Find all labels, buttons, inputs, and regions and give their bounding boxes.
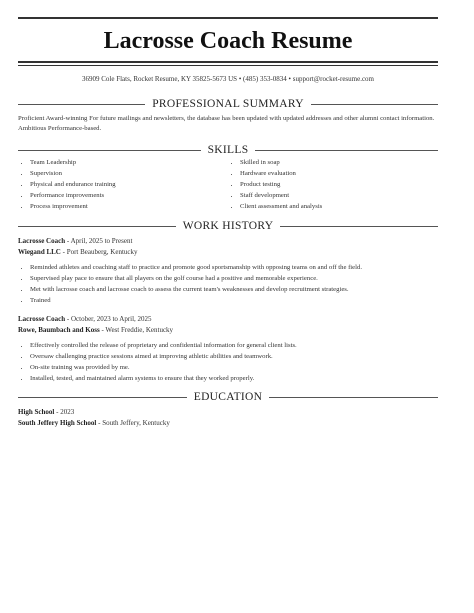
list-item: • Process improvement [30,202,228,213]
skills-list [18,158,438,213]
list-item: • Performance improvements [30,191,228,202]
job-location: - West Freddie, Kentucky [99,325,174,334]
education-heading [18,390,438,404]
list-item: • Oversaw challenging practice sessions aimed at improving athletic abilities and teamwork. [30,352,438,363]
job-title-line [18,236,438,247]
contact-info: 36909 Cole Flats, Rocket Resume, KY 35825-5673 US • (485) 353-0834 • support@rocket-resume.com [81,75,375,83]
skills-heading-label: SKILLS [207,144,249,156]
header-top-rule [18,17,438,19]
job-company: Rowe, Baumbach and Koss [18,325,100,334]
list-item: • Skilled in soap [240,158,438,169]
job-entry [18,314,438,385]
list-item: • Reminded athletes and coaching staff to practice and promote good sportsmanship with opposing teams on and off the field. [30,263,438,274]
list-item: • Team Leadership [30,158,228,169]
education-degree-line [18,407,438,418]
list-item: • Staff development [240,191,438,202]
summary-heading-label: PROFESSIONAL SUMMARY [152,98,304,110]
page-title: Lacrosse Coach Resume [103,28,353,54]
education-year: - 2023 [54,408,75,416]
work-heading-label: WORK HISTORY [182,220,274,232]
list-item: • Supervision [30,169,228,180]
job-company-line [18,247,438,258]
skills-heading [18,143,438,157]
job-bullets [18,341,438,385]
job-dates: - April, 2025 to Present [65,237,133,245]
header [18,27,438,55]
header-bottom-rule [18,61,438,66]
skills-right-column [228,158,438,213]
skills-left-column [18,158,228,213]
work-heading [18,219,438,233]
job-title-line [18,314,438,325]
job-title: Lacrosse Coach [18,237,66,245]
list-item: • Hardware evaluation [240,169,438,180]
list-item: • Met with lacrosse coach and lacrosse coach to assess the current team's weaknesses and develop recruitment strategies. [30,285,438,296]
job-entry [18,236,438,307]
list-item: • Supervised play pace to ensure that all players on the golf course had a positive and memorable experience. [30,274,438,285]
education-entry [18,407,438,428]
education-location: - South Jeffery, Kentucky [96,418,170,427]
summary-text: Proficient Award-winning For future mailings and newsletters, the database has been updated with updated addresses and other alumni contact information. Ambitious Performance-based. [18,115,435,132]
education-school-line [18,418,438,429]
list-item: • Client assessment and analysis [240,202,438,213]
job-company: Wiegand LLC [18,247,61,256]
list-item: • Product testing [240,180,438,191]
list-item: • Trained [30,296,438,307]
list-item: • Installed, tested, and maintained alarm systems to ensure that they worked properly. [30,374,438,385]
education-degree: High School [18,408,55,416]
list-item: • Physical and endurance training [30,180,228,191]
education-heading-label: EDUCATION [193,391,263,403]
list-item: • Effectively controlled the release of proprietary and confidential information for general client lists. [30,341,438,352]
list-item: • On-site training was provided by me. [30,363,438,374]
summary-heading [18,97,438,111]
job-bullets [18,263,438,307]
job-company-line [18,325,438,336]
job-title: Lacrosse Coach [18,315,66,323]
job-dates: - October, 2023 to April, 2025 [65,315,152,323]
job-location: - Port Beauberg, Kentucky [60,247,138,256]
education-school: South Jeffery High School [18,418,97,427]
